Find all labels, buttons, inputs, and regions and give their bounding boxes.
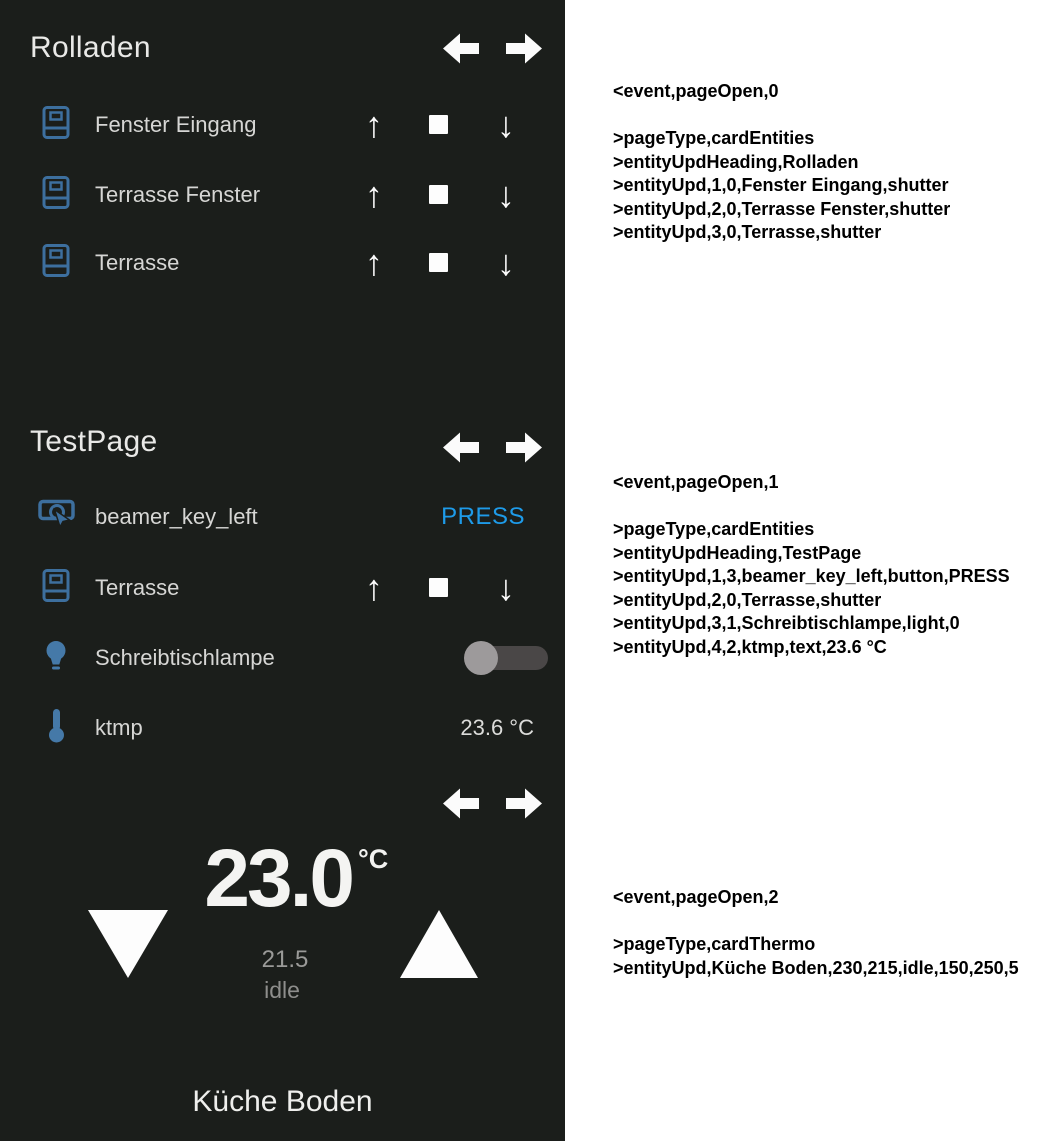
shutter-down-button[interactable]: ↓: [497, 567, 515, 608]
entity-name: Schreibtischlampe: [95, 645, 275, 670]
shutter-up-button[interactable]: ↑: [365, 567, 383, 608]
protocol-block-page2: [613, 886, 1043, 980]
shutter-stop-button[interactable]: [429, 578, 448, 597]
target-temperature: 21.5: [261, 946, 309, 973]
protocol-line: >entityUpd,1,0,Fenster Eingang,shutter: [613, 175, 949, 195]
shutter-stop-button[interactable]: [429, 253, 448, 272]
shutter-down-button[interactable]: ↓: [497, 242, 515, 283]
protocol-line: >pageType,cardEntities: [613, 519, 815, 539]
nav-prev-button[interactable]: [443, 32, 479, 65]
shutter-up-button[interactable]: ↑: [365, 242, 383, 283]
shutter-stop-button[interactable]: [429, 185, 448, 204]
page-title: TestPage: [30, 425, 158, 458]
shutter-up-button[interactable]: ↑: [365, 104, 383, 145]
light-toggle-switch[interactable]: [467, 646, 548, 670]
entity-row: [0, 566, 565, 610]
page-title: Rolladen: [30, 31, 151, 64]
entity-name: ktmp: [95, 715, 143, 740]
current-temperature: 23.0: [204, 833, 352, 924]
gesture-tap-button-icon: [38, 499, 75, 536]
entity-name: Terrasse: [95, 575, 180, 600]
card-thermo: [0, 760, 565, 1141]
window-shutter-icon: [42, 176, 70, 215]
shutter-stop-button[interactable]: [429, 115, 448, 134]
nav-next-button[interactable]: [506, 431, 542, 464]
thermostat-name: Küche Boden: [192, 1085, 373, 1118]
entity-name: Fenster Eingang: [95, 112, 257, 137]
entity-name: beamer_key_left: [95, 504, 258, 529]
thermometer-icon: [48, 708, 65, 748]
sensor-value: 23.6 °C: [460, 715, 534, 740]
press-button[interactable]: PRESS: [441, 503, 525, 530]
entity-row: [0, 173, 565, 217]
arrow-right-icon: [506, 807, 542, 824]
arrow-left-icon: [443, 451, 479, 468]
arrow-left-icon: [443, 52, 479, 69]
entity-name: Terrasse Fenster: [95, 182, 261, 207]
nav-prev-button[interactable]: [443, 431, 479, 464]
protocol-block-page0: [613, 80, 1043, 245]
protocol-line: >entityUpd,2,0,Terrasse,shutter: [613, 589, 882, 610]
entity-row: [0, 495, 565, 539]
shutter-down-button[interactable]: ↓: [497, 104, 515, 145]
nav-next-button[interactable]: [506, 32, 542, 65]
protocol-line: >entityUpd,1,3,beamer_key_left,button,PRESS: [613, 566, 1010, 586]
entity-row: [0, 636, 565, 680]
triangle-down-icon: [88, 965, 168, 982]
hvac-state: idle: [264, 977, 300, 1003]
shutter-down-button[interactable]: ↓: [497, 174, 515, 215]
protocol-line: <event,pageOpen,2: [613, 887, 779, 907]
entity-row: [0, 706, 565, 750]
arrow-left-icon: [443, 807, 479, 824]
temp-decrease-button[interactable]: [88, 910, 168, 983]
temp-increase-button[interactable]: [400, 910, 478, 983]
shutter-up-button[interactable]: ↑: [365, 174, 383, 215]
protocol-line: >entityUpd,3,0,Terrasse,shutter: [613, 222, 882, 242]
protocol-line: >entityUpd,4,2,ktmp,text,23.6 °C: [613, 636, 887, 657]
arrow-right-icon: [506, 52, 542, 69]
temperature-unit: °C: [358, 844, 389, 874]
toggle-knob: [464, 641, 498, 675]
nav-prev-button[interactable]: [443, 787, 479, 820]
protocol-line: >pageType,cardThermo: [613, 934, 816, 954]
lightbulb-icon: [44, 640, 68, 676]
card-entities-rolladen: [0, 0, 565, 394]
protocol-line: >entityUpdHeading,Rolladen: [613, 151, 859, 172]
arrow-right-icon: [506, 451, 542, 468]
window-shutter-icon: [42, 106, 70, 145]
protocol-line: >entityUpdHeading,TestPage: [613, 542, 862, 563]
protocol-line: >entityUpd,3,1,Schreibtischlampe,light,0: [613, 613, 960, 633]
entity-row: [0, 241, 565, 285]
entity-name: Terrasse: [95, 250, 180, 275]
triangle-up-icon: [400, 965, 478, 982]
protocol-line: <event,pageOpen,1: [613, 472, 779, 492]
card-entities-testpage: [0, 394, 565, 760]
protocol-line: >pageType,cardEntities: [613, 128, 815, 148]
protocol-block-page1: [613, 471, 1043, 659]
protocol-line: >entityUpd,Küche Boden,230,215,idle,150,250,5: [613, 957, 1019, 978]
entity-row: [0, 103, 565, 147]
nav-next-button[interactable]: [506, 787, 542, 820]
window-shutter-icon: [42, 244, 70, 283]
protocol-line: <event,pageOpen,0: [613, 81, 779, 101]
protocol-line: >entityUpd,2,0,Terrasse Fenster,shutter: [613, 198, 951, 219]
window-shutter-icon: [42, 569, 70, 608]
